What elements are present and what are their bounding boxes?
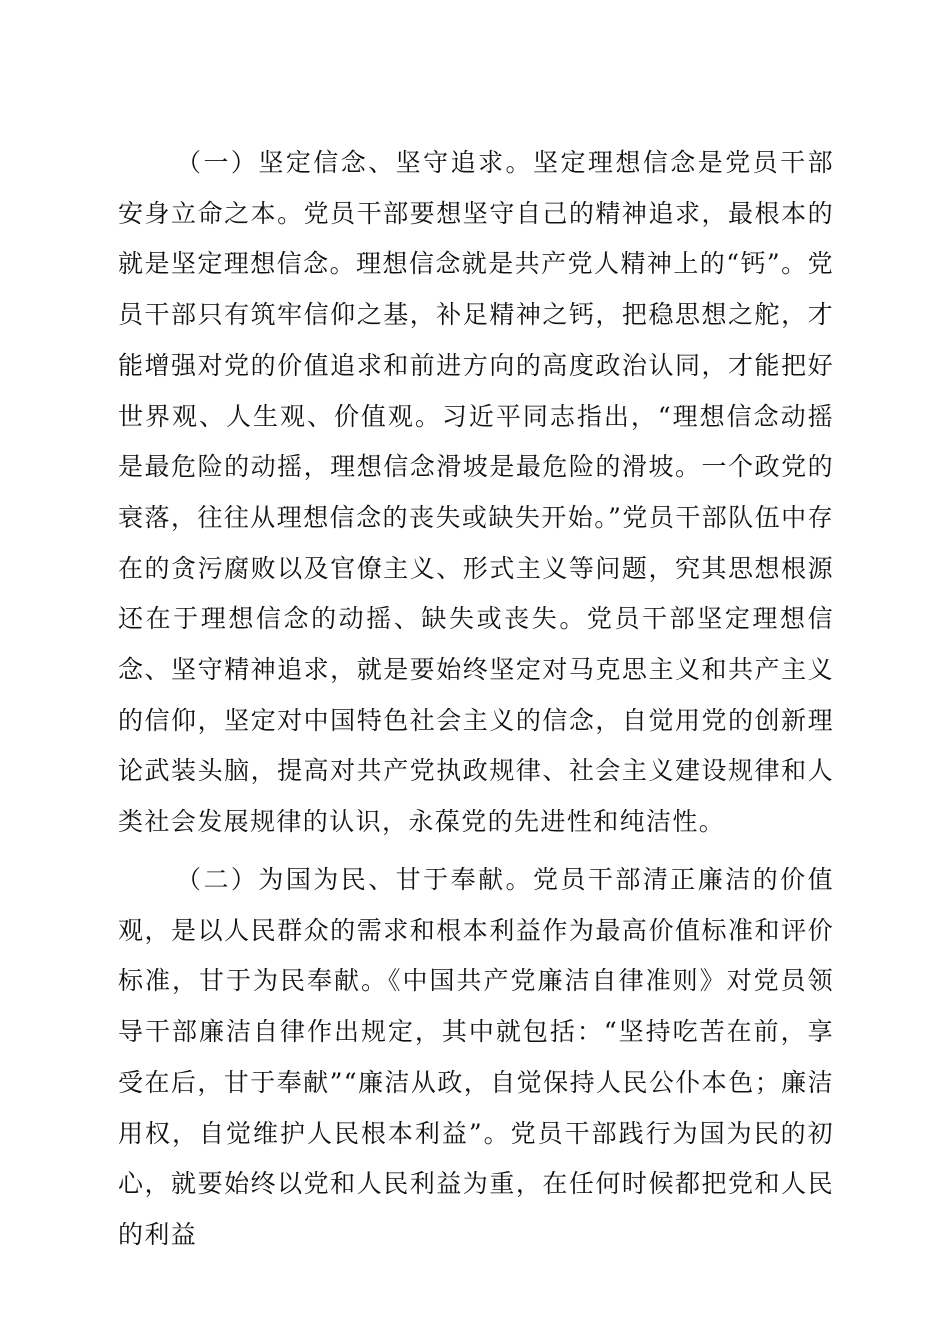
body-paragraph-1: （一）坚定信念、坚守追求。坚定理想信念是党员干部安身立命之本。党员干部要想坚守自己的精神追求，最根本的就是坚定理想信念。理想信念就是共产党人精神上的“钙”。党员干部只有筑牢信仰之基，补足精神之钙，把稳思想之舵，才能增强对党的价值追求和前进方向的高度政治认同，才能把好世界观、人生观、价值观。习近平同志指出，“理想信念动摇是最危险的动摇，理想信念滑坡是最危险的滑坡。一个政党的衰落，往往从理想信念的丧失或缺失开始。”党员干部队伍中存在的贪污腐败以及官僚主义、形式主义等问题，究其思想根源还在于理想信念的动摇、缺失或丧失。党员干部坚定理想信念、坚守精神追求，就是要始终坚定对马克思主义和共产主义的信仰，坚定对中国特色社会主义的信念，自觉用党的创新理论武装头脑，提高对共产党执政规律、社会主义建设规律和人类社会发展规律的认识，永葆党的先进性和纯洁性。 (118, 148, 834, 837)
body-paragraph-2: （二）为国为民、甘于奉献。党员干部清正廉洁的价值观，是以人民群众的需求和根本利益作为最高价值标准和评价标准，甘于为民奉献。《中国共产党廉洁自律准则》对党员领导干部廉洁自律作出规定，其中就包括：“坚持吃苦在前，享受在后，甘于奉献”“廉洁从政，自觉保持人民公仆本色；廉洁用权，自觉维护人民根本利益”。党员干部践行为国为民的初心，就要始终以党和人民利益为重，在任何时候都把党和人民的利益 (118, 865, 834, 1249)
